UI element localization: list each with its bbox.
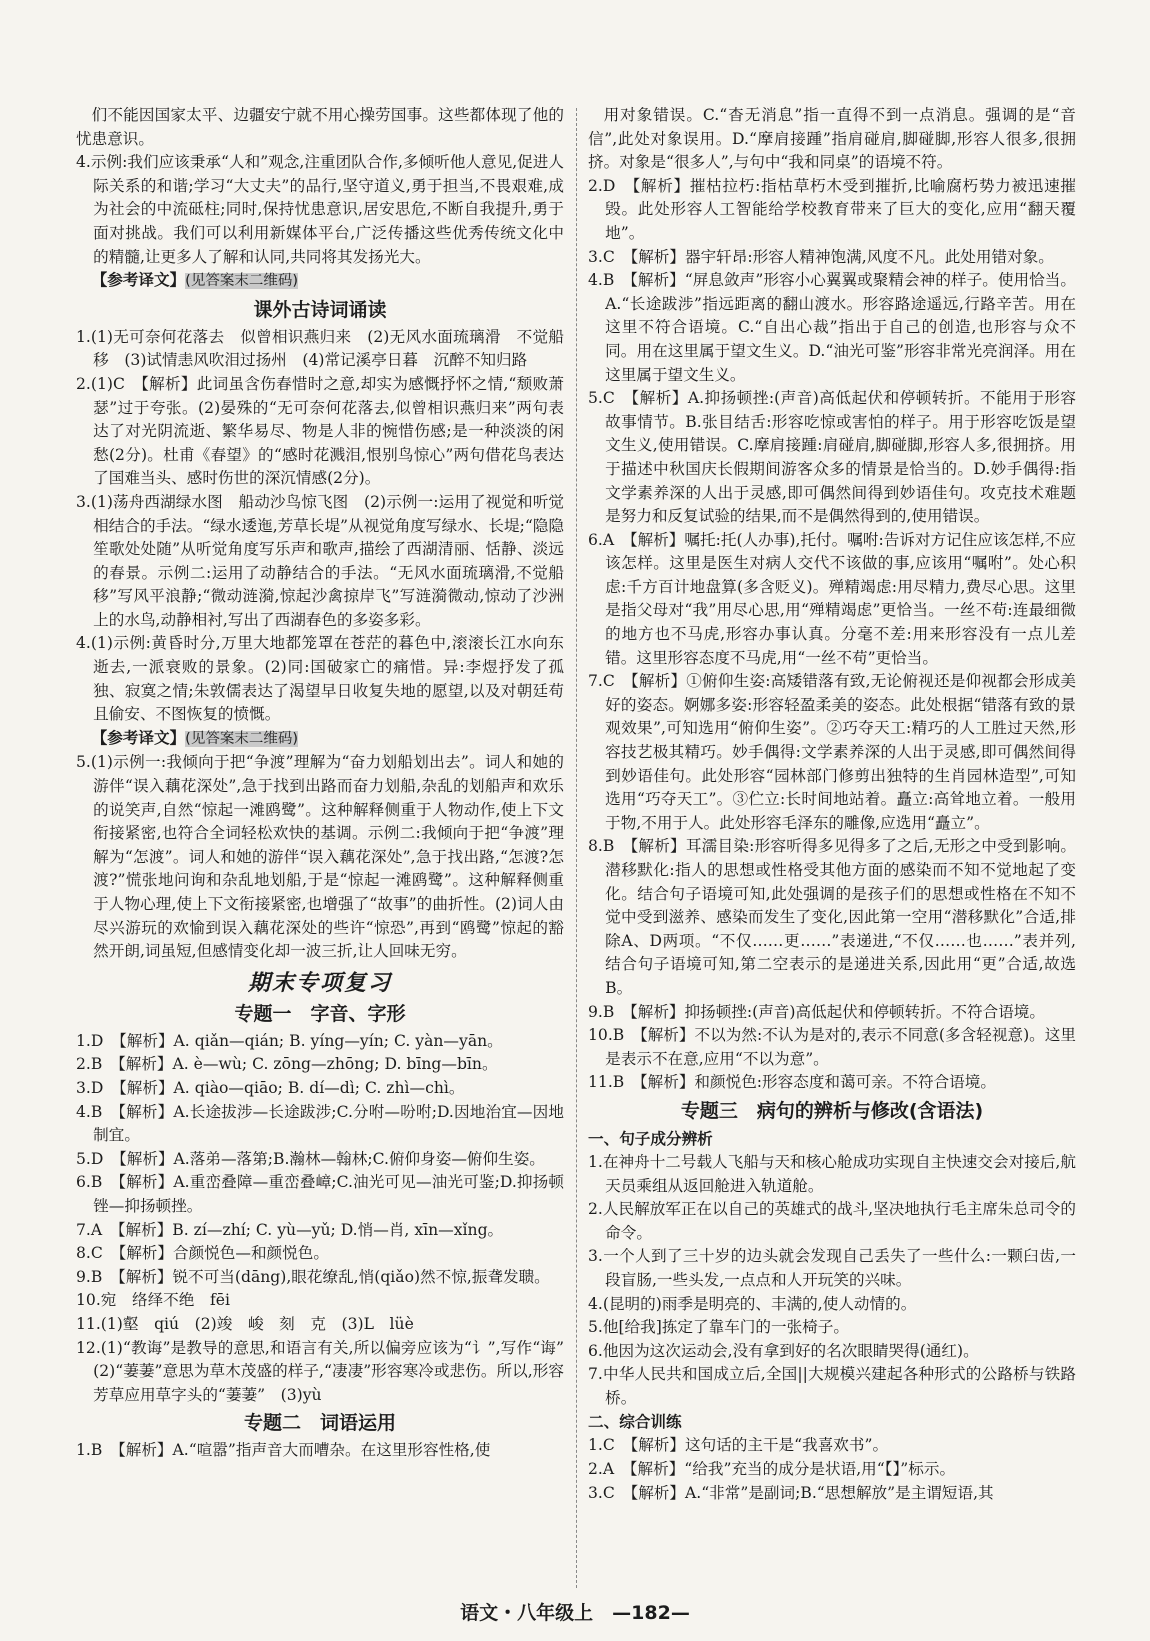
page-footer: 语文・八年级上 —182—: [460, 1602, 690, 1624]
sentence-item: 4.(昆明的)雨季是明亮的、丰满的,使人动情的。: [588, 1294, 917, 1313]
topic1-item: 2.B 【解析】A. è—wù; C. zōng—zhōng; D. bīng—bīn。: [76, 1055, 498, 1074]
topic1-item: 4.B 【解析】A.长途拔涉—长途跋涉;C.分咐—吩咐;D.因地治宜—因地制宜。: [76, 1102, 564, 1145]
topic2-item: 6.A 【解析】嘱托:托(人办事),托付。嘱咐:告诉对方记住应该怎样,不应该怎样。这里是医生对病人交代不该做的事,应该用“嘱咐”。处心积虑:千方百计地盘算(多含贬义)。殚精竭虑:用尽精力,费尽心思。这里是指父母对“我”用尽心思,用“殚精竭虑”更恰当。一丝不苟:连最细微的地方也不马虎,形容办事认真。分毫不差:用来形容没有一点儿差错。这里形容态度不马虎,用“一丝不苟”更恰当。: [588, 530, 1076, 667]
poem-answer-3: 3.(1)荡舟西湖绿水图 船动沙鸟惊飞图 (2)示例一:运用了视觉和听觉相结合的手法。“绿水逶迤,芳草长堤”从视觉角度写绿水、长堤;“隐隐笙歌处处随”从听觉角度写乐声和歌声,描绘了西湖清丽、恬静、淡远的春景。示例二:运用了动静结合的手法。“无风水面琉璃滑,不觉船移”写风平浪静;“微动涟漪,惊起沙禽掠岸飞”写涟漪微动,惊动了沙洲上的水鸟,动静相衬,写出了西湖春色的多姿多彩。: [76, 492, 564, 629]
poem-qr-reference: (见答案末二维码): [185, 730, 298, 747]
topic2-item: 5.C 【解析】A.抑扬顿挫:(声音)高低起伏和停顿转折。不能用于形容故事情节。B.张目结舌:形容吃惊或害怕的样子。用于形容吃饭是望文生义,使用错误。C.摩肩接踵:肩碰肩,脚碰脚,形容人多,很拥挤。用于描述中秋国庆长假期间游客众多的情景是恰当的。D.妙手偶得:指文学素养深的人出于灵感,即可偶然间得到妙语佳句。攻克技术难题是努力和反复试验的结果,而不是偶然得到的,使用错误。: [588, 389, 1076, 526]
column-divider: [576, 108, 577, 1588]
topic2-item: 8.B 【解析】耳濡目染:形容听得多见得多了之后,无形之中受到影响。潜移默化:指人的思想或性格受其他方面的感染而不知不觉地起了变化。结合句子语境可知,此处强调的是孩子们的思想或性格在不知不觉中受到滋养、感染而发生了变化,因此第一空用“潜移默化”合适,排除A、D两项。“不仅……更……”表递进,“不仅……也……”表并列,结合句子语境可知,第二空表示的是递进关系,因此用“更”合适,故选B。: [588, 837, 1076, 997]
training-item: 1.C 【解析】这句话的主干是“我喜欢书”。: [588, 1436, 889, 1455]
left-column: [76, 104, 580, 1594]
sentence-item: 2.人民解放军正在以自己的英雄式的战斗,坚决地执行毛主席朱总司令的命令。: [588, 1200, 1076, 1242]
topic2-item: 10.B 【解析】不以为然:不认为是对的,表示不同意(多含轻视意)。这里是表示不在意,应用“不以为意”。: [588, 1026, 1076, 1068]
topic2-item: 2.D 【解析】摧枯拉朽:指枯草朽木受到摧折,比喻腐朽势力被迅速摧毁。此处形容人工智能给学校教育带来了巨大的变化,应用“翻天覆地”。: [588, 176, 1076, 242]
topic1-item: 10.宛 络绎不绝 fēi: [76, 1291, 230, 1310]
reference-translation-note: [76, 269, 564, 294]
poem-answer-1: 1.(1)无可奈何花落去 似曾相识燕归来 (2)无风水面琉璃滑 不觉船移 (3)试情恚风吹泪过扬州 (4)常记溪亭日暮 沉醉不知归路: [76, 327, 564, 370]
poem-answer-4: 4.(1)示例:黄昏时分,万里大地都笼罩在苍茫的暮色中,滚滚长江水向东逝去,一派衰败的景象。(2)同:国破家亡的痛惜。异:李煜抒发了孤独、寂寞之情;朱敦儒表达了渴望早日收复失地的愿望,以及对朝廷苟且偷安、不图恢复的愤慨。: [76, 634, 564, 724]
final-review-title: 期末专项复习: [247, 969, 392, 996]
topic1-item: 6.B 【解析】A.重峦叠障—重峦叠嶂;C.油光可见—油光可鉴;D.抑扬顿锉—抑扬顿挫。: [76, 1173, 564, 1215]
right-column: [588, 104, 1076, 1594]
topic2-item: 7.C 【解析】①俯仰生姿:高矮错落有致,无论俯视还是仰视都会形成美好的姿态。婀娜多姿:形容轻盈柔美的姿态。此处根据“错落有致的景观效果”,可知选用“俯仰生姿”。②巧夺天工:精巧的人工胜过天然,形容技艺极其精巧。妙手偶得:文学素养深的人出于灵感,即可偶然间得到妙语佳句。此处形容“园林部门修剪出独特的生肖园林造型”,可知选用“巧夺天工”。③伫立:长时间地站着。矗立:高耸地立着。一般用于物,不用于人。此处形容毛泽东的雕像,应选用“矗立”。: [588, 672, 1076, 832]
topic1-item: 11.(1)壑 qiú (2)竣 峻 刻 克 (3)L lüè: [76, 1314, 414, 1333]
topic-2-title: 专题二 词语运用: [243, 1412, 396, 1435]
reference-label: 【参考译文】: [91, 271, 186, 290]
topic2-item-1: 1.B 【解析】A.“喧嚣”指声音大而嘈杂。在这里形容性格,使: [76, 1441, 491, 1460]
topic1-item: 8.C 【解析】合颜悦色—和颜悦色。: [76, 1244, 329, 1263]
subsection-sentence-components: 一、句子成分辨析: [588, 1129, 713, 1148]
section-title-poems: 课外古诗词诵读: [253, 298, 387, 321]
topic2-item: 4.B 【解析】“屏息敛声”形容小心翼翼或聚精会神的样子。使用恰当。A.“长途跋涉”指远距离的翻山渡水。形容路途遥远,行路辛苦。用在这里不符合语境。C.“自出心裁”指出于自己的创造,也形容与众不同。用在这里属于望文生义。D.“油光可鉴”形容非常光亮润泽。用在这里属于望文生义。: [588, 271, 1076, 384]
topic1-item: 5.D 【解析】A.落弟—落第;B.瀚林—翰林;C.俯仰身姿—俯仰生姿。: [76, 1149, 545, 1168]
answer-item-4: 4.示例:我们应该秉承“人和”观念,注重团队合作,多倾听他人意见,促进人际关系的和谐;学习“大丈夫”的品行,坚守道义,勇于担当,不畏艰难,成为社会的中流砥柱;同时,保持忧患意识,居安思危,不断自我提升,勇于面对挑战。我们可以利用新媒体平台,广泛传播这些优秀传统文化中的精髓,让更多人了解和认同,共同将其发扬光大。: [76, 153, 564, 266]
sentence-item: 1.在神舟十二号载人飞船与天和核心舱成功实现自主快速交会对接后,航天员乘组从返回舱进入轨道舱。: [588, 1152, 1076, 1195]
intro-paragraph: 们不能因国家太平、边疆安宁就不用心操劳国事。这些都体现了他的忧患意识。: [76, 106, 564, 148]
poem-reference-note: [76, 727, 564, 752]
poem-answer-5: 5.(1)示例一:我倾向于把“争渡”理解为“奋力划船划出去”。词人和她的游伴“误入藕花深处”,急于找到出路而奋力划船,杂乱的划船声和欢乐的说笑声,自然“惊起一滩鸥鹭”。这种解释侧重于人物动作,使上下文衔接紧密,也符合全词轻松欢快的基调。示例二:我倾向于把“争渡”理解为“怎渡”。词人和她的游伴“误入藕花深处”,急于找出路,“怎渡?怎渡?”慌张地问询和杂乱地划船,于是“惊起一滩鸥鹭”。这种解释侧重于人物心理,使上下文衔接紧密,也增强了“故事”的曲折性。(2)词人由尽兴游玩的欢愉到误入藕花深处的些许“惊恐”,再到“鸥鹭”惊起的豁然开朗,词虽短,但感情变化却一波三折,让人回味无穷。: [76, 753, 564, 961]
topic1-item: 12.(1)“教诲”是教导的意思,和语言有关,所以偏旁应该为“讠”,写作“诲” (2)“萋萋”意思为草木茂盛的样子,“凄凄”形容寒冷或悲伤。所以,形容芳草应用草字头的“萋萋” (3)yù: [76, 1338, 580, 1404]
topic2-item: 11.B 【解析】和颜悦色:形容态度和蔼可亲。不符合语境。: [588, 1073, 996, 1092]
topic-1-title: 专题一 字音、字形: [234, 1002, 406, 1025]
topic1-item: 3.D 【解析】A. qiào—qiāo; B. dí—dì; C. zhì—chì。: [76, 1078, 465, 1097]
topic2-item-1-continued: 用对象错误。C.“杳无消息”指一直得不到一点消息。强调的是“音信”,此处对象误用。D.“摩肩接踵”指肩碰肩,脚碰脚,形容人很多,很拥挤。对象是“很多人”,与句中“我和同桌”的语境不符。: [588, 106, 1076, 172]
sentence-item: 3.一个人到了三十岁的边头就会发现自己丢失了一些什么:一颗臼齿,一段盲肠,一些头发,一点点和人开玩笑的兴味。: [588, 1247, 1076, 1289]
topic2-item: 3.C 【解析】器宇轩昂:形容人精神饱满,风度不凡。此处用错对象。: [588, 247, 1054, 266]
training-item: 2.A 【解析】“给我”充当的成分是状语,用“【】”标示。: [588, 1460, 956, 1479]
training-item: 3.C 【解析】A.“非常”是副词;B.“思想解放”是主谓短语,其: [588, 1483, 994, 1502]
sentence-item: 5.他[给我]拣定了靠车门的一张椅子。: [588, 1318, 849, 1337]
topic1-item: 7.A 【解析】B. zí—zhí; C. yù—yǔ; D.悄—肖, xīn—xǐng。: [76, 1220, 504, 1239]
poem-answer-2: 2.(1)C 【解析】此词虽含伤春惜时之意,却实为感慨抒怀之情,“颓败萧瑟”过于夸张。(2)晏殊的“无可奈何花落去,似曾相识燕归来”两句表达了对光阴流逝、繁华易尽、物是人非的惋惜伤感;是一种淡淡的闲愁(2分)。杜甫《春望》的“感时花溅泪,恨别鸟惊心”两句借花鸟表达了国难当头、感时伤世的深沉情感(2分)。: [76, 374, 564, 488]
sentence-item: 7.中华人民共和国成立后,全国||大规模兴建起各种形式的公路桥与铁路桥。: [588, 1365, 1076, 1407]
subsection-comprehensive-training: 二、综合训练: [588, 1413, 682, 1432]
sentence-item: 6.他因为这次运动会,没有拿到好的名次眼睛哭得(通红)。: [588, 1341, 979, 1360]
topic2-item: 9.B 【解析】抑扬顿挫:(声音)高低起伏和停顿转折。不符合语境。: [588, 1002, 1045, 1021]
topic1-item: 1.D 【解析】A. qiǎn—qián; B. yíng—yín; C. yàn—yān。: [76, 1031, 503, 1050]
qr-reference: (见答案末二维码): [185, 273, 298, 290]
topic1-item: 9.B 【解析】锐不可当(dāng),眼花缭乱,悄(qiǎo)然不惊,振聋发聩。: [76, 1267, 550, 1286]
poem-reference-label: 【参考译文】: [91, 728, 186, 747]
topic-3-title: 专题三 病句的辨析与修改(含语法): [680, 1099, 984, 1122]
